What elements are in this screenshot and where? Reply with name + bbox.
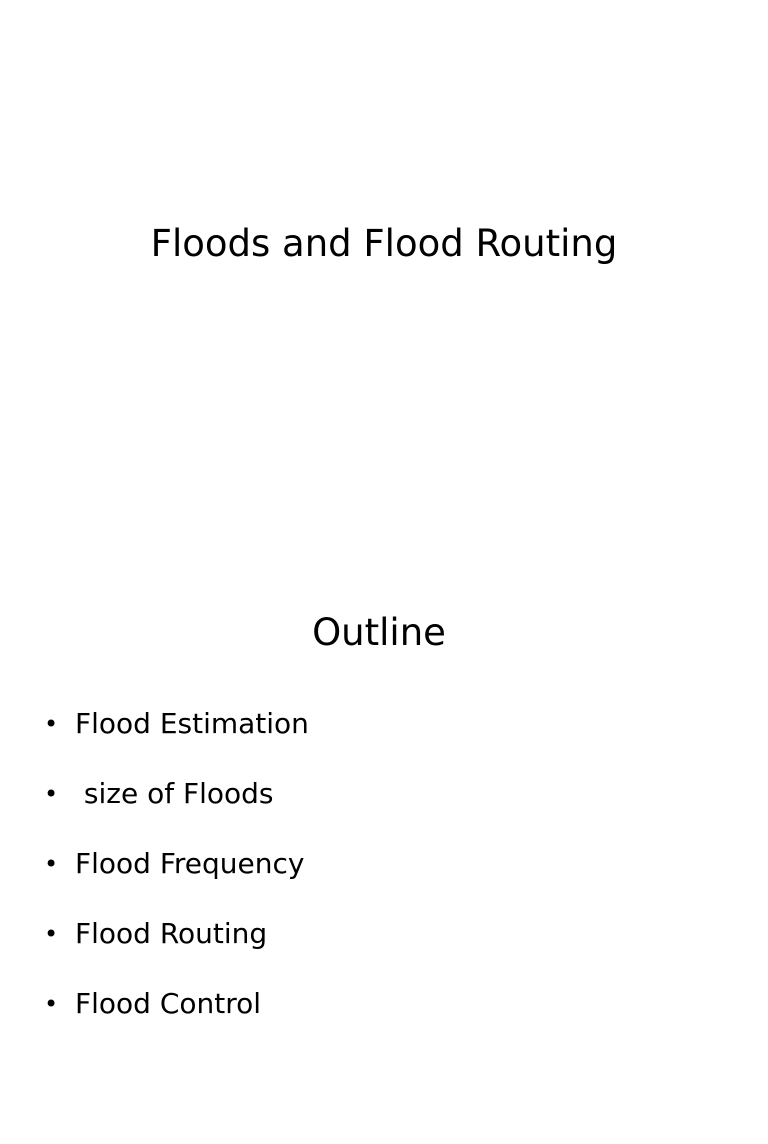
list-item: [0, 704, 309, 774]
bullet-text: size of Floods: [75, 777, 274, 810]
bullet-text: Flood Routing: [75, 917, 268, 950]
bullet-icon: •: [44, 780, 59, 808]
list-item: [0, 774, 274, 844]
presentation-title: Floods and Flood Routing: [150, 222, 618, 265]
bullet-icon: •: [44, 710, 59, 738]
outline-title: Outline: [312, 611, 446, 654]
list-item: [0, 844, 305, 914]
outline-list: [0, 704, 309, 1054]
bullet-text: Flood Control: [75, 987, 262, 1020]
bullet-icon: •: [44, 990, 59, 1018]
bullet-icon: •: [44, 920, 59, 948]
list-item: [0, 914, 268, 984]
bullet-icon: •: [44, 850, 59, 878]
bullet-text: Flood Frequency: [75, 847, 305, 880]
bullet-text: Flood Estimation: [75, 707, 309, 740]
title-slide: [0, 0, 768, 520]
outline-slide: [0, 520, 768, 1024]
list-item: [0, 984, 262, 1054]
